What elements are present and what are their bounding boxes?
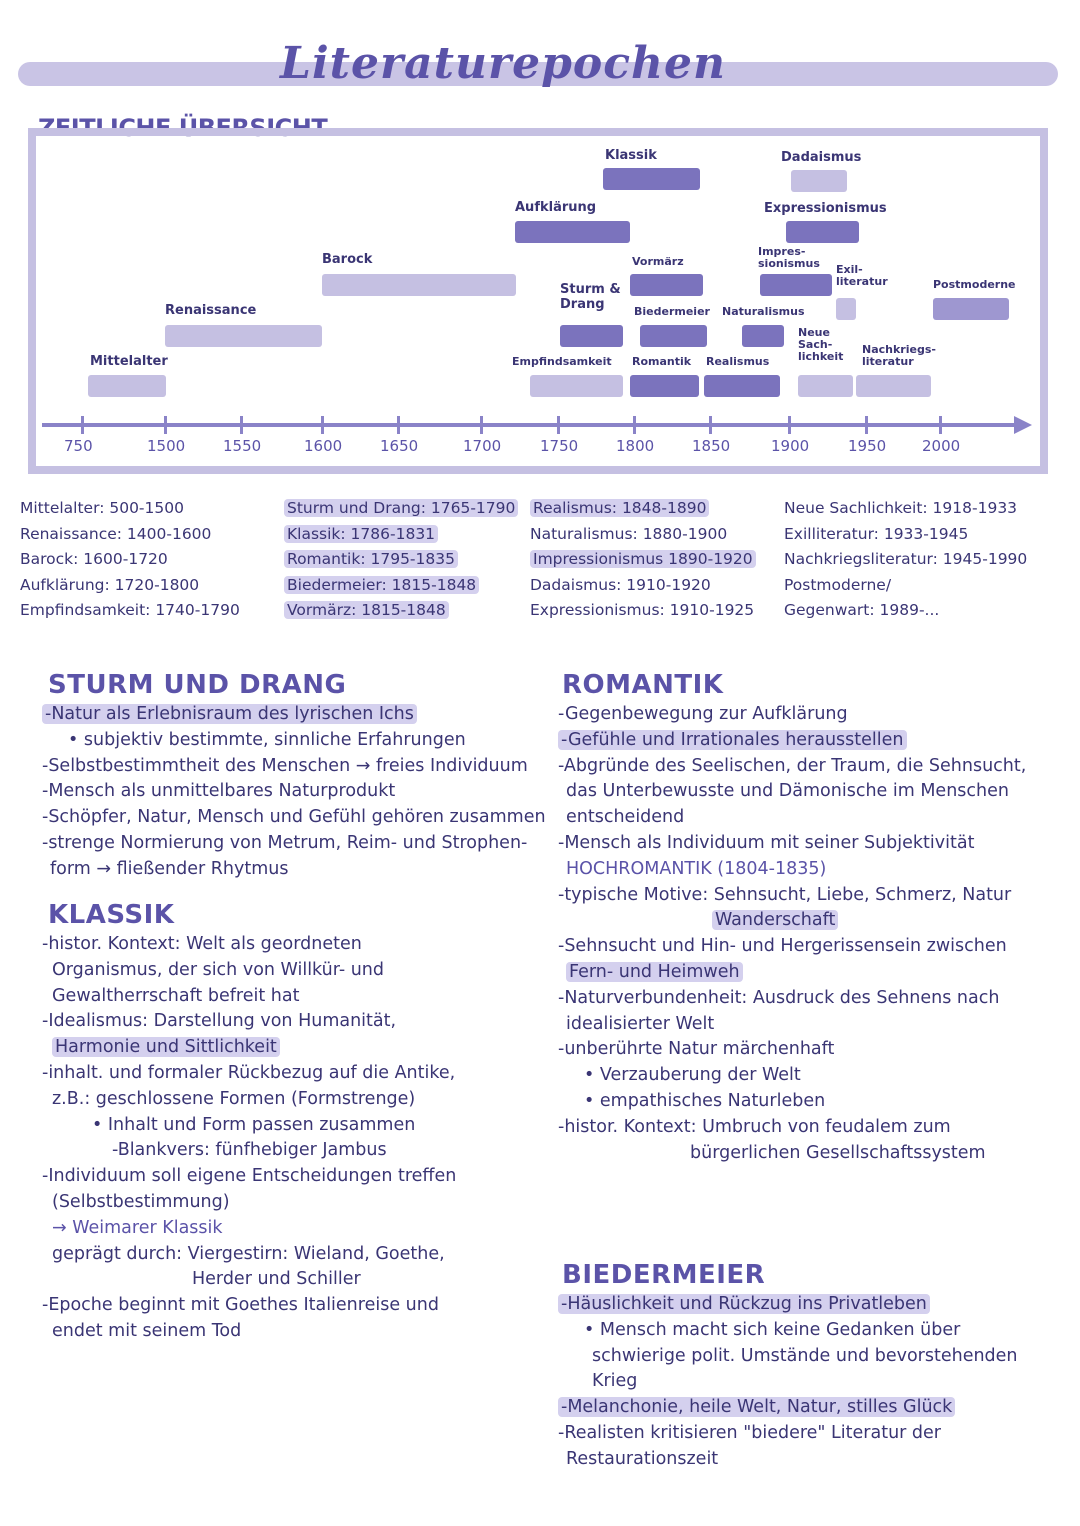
tick-label: 1700 <box>463 437 502 455</box>
epoch-bar-impres-sionismus <box>760 274 832 296</box>
text-line: form → fließender Rhytmus <box>50 858 289 879</box>
tick-label: 1650 <box>380 437 419 455</box>
tick-label: 2000 <box>922 437 961 455</box>
tick-label: 1850 <box>692 437 731 455</box>
epoch-label-impres-sionismus: Impres- sionismus <box>758 245 820 270</box>
date-item: Empfindsamkeit: 1740-1790 <box>20 601 240 620</box>
tick-label: 1800 <box>616 437 655 455</box>
text-line: -unberührte Natur märchenhaft <box>558 1039 835 1060</box>
epoch-bar-naturalismus <box>742 325 784 347</box>
text-line: -Individuum soll eigene Entscheidungen treffen <box>42 1166 457 1187</box>
text-line: endet mit seinem Tod <box>52 1320 242 1341</box>
epoch-label-exil-literatur: Exil- literatur <box>836 263 888 288</box>
tick-label: 1500 <box>147 437 186 455</box>
date-item: Impressionismus 1890-1920 <box>530 550 756 568</box>
dates-col-4 <box>784 496 1027 624</box>
date-item: Renaissance: 1400-1600 <box>20 524 212 543</box>
text-line: Gewaltherrschaft befreit hat <box>52 985 300 1006</box>
text-line: -Melanchonie, heile Welt, Natur, stilles Glück <box>558 1397 955 1417</box>
epoch-label-empfindsamkeit: Empfindsamkeit <box>512 355 612 368</box>
text-line: -Realisten kritisieren "biedere" Literatur der <box>558 1422 941 1443</box>
date-item: Gegenwart: 1989-... <box>784 601 940 620</box>
epoch-bar-klassik <box>603 168 700 190</box>
text-line: Fern- und Heimweh <box>566 962 743 982</box>
epoch-label-romantik: Romantik <box>632 355 692 368</box>
axis-tick <box>240 416 243 434</box>
axis-tick <box>164 416 167 434</box>
text-line: -Selbstbestimmtheit des Menschen → freies Individuum <box>42 755 528 776</box>
text-line: bürgerlichen Gesellschaftssystem <box>690 1142 986 1163</box>
axis-tick <box>633 416 636 434</box>
text-line: -Häuslichkeit und Rückzug ins Privatleben <box>558 1294 930 1314</box>
biedermeier-section <box>562 1258 765 1292</box>
axis-tick <box>557 416 560 434</box>
romantik-section <box>562 668 723 702</box>
epoch-bar-expressionismus <box>786 221 859 243</box>
text-line: das Unterbewusste und Dämonische im Menschen <box>566 781 1009 802</box>
text-line: → Weimarer Klassik <box>52 1217 223 1238</box>
text-line: idealisierter Welt <box>566 1013 715 1034</box>
axis-tick <box>939 416 942 434</box>
text-line: Wanderschaft <box>712 910 838 930</box>
section-heading: ROMANTIK <box>562 670 724 700</box>
epoch-label-barock: Barock <box>322 252 373 267</box>
epoch-label-sturm-drang: Sturm & Drang <box>560 282 621 312</box>
section-heading: BIEDERMEIER <box>562 1260 766 1290</box>
text-line: -Gefühle und Irrationales herausstellen <box>558 730 907 750</box>
text-line: -inhalt. und formaler Rückbezug auf die Antike, <box>42 1062 456 1083</box>
section-heading: STURM UND DRANG <box>48 670 347 700</box>
date-item: Vormärz: 1815-1848 <box>284 601 449 619</box>
epoch-bar-exil-literatur <box>836 298 856 320</box>
tick-label: 750 <box>64 437 93 455</box>
dates-col-1 <box>20 496 240 624</box>
text-line: -Schöpfer, Natur, Mensch und Gefühl gehören zusammen <box>42 807 546 828</box>
text-line: -Sehnsucht und Hin- und Hergerissensein zwischen <box>558 936 1007 957</box>
text-line: • empathisches Naturleben <box>584 1090 826 1111</box>
axis-tick <box>865 416 868 434</box>
date-item: Dadaismus: 1910-1920 <box>530 575 711 594</box>
epoch-label-postmoderne: Postmoderne <box>933 278 1016 291</box>
text-line: -Mensch als Individuum mit seiner Subjektivität <box>558 832 975 853</box>
date-item: Expressionismus: 1910-1925 <box>530 601 755 620</box>
epoch-label-biedermeier: Biedermeier <box>634 305 710 318</box>
text-line: -Gegenbewegung zur Aufklärung <box>558 704 848 724</box>
date-item: Biedermeier: 1815-1848 <box>284 576 479 594</box>
text-line: -typische Motive: Sehnsucht, Liebe, Schmerz, Natur <box>558 884 1012 905</box>
sturm-body <box>42 702 546 883</box>
text-line: HOCHROMANTIK (1804-1835) <box>566 858 827 879</box>
date-item: Realismus: 1848-1890 <box>530 499 709 517</box>
epoch-bar-renaissance <box>165 325 322 347</box>
klassik-body <box>42 932 456 1345</box>
text-line: • subjektiv bestimmte, sinnliche Erfahrungen <box>68 729 466 750</box>
text-line: • Verzauberung der Welt <box>584 1065 801 1086</box>
tick-label: 1950 <box>848 437 887 455</box>
timeline-axis <box>42 423 1017 427</box>
text-line: -Blankvers: fünfhebiger Jambus <box>112 1140 387 1161</box>
epoch-label-mittelalter: Mittelalter <box>90 354 168 369</box>
epoch-label-naturalismus: Naturalismus <box>722 305 805 318</box>
tick-label: 1600 <box>304 437 343 455</box>
epoch-bar-sturm-drang <box>560 325 623 347</box>
date-item: Postmoderne/ <box>784 575 892 594</box>
text-line: -Idealismus: Darstellung von Humanität, <box>42 1011 397 1032</box>
text-line: -Abgründe des Seelischen, der Traum, die Sehnsucht, <box>558 755 1027 776</box>
text-line: geprägt durch: Viergestirn: Wieland, Goethe, <box>52 1243 445 1264</box>
axis-tick <box>81 416 84 434</box>
text-line: -histor. Kontext: Welt als geordneten <box>42 934 362 954</box>
axis-tick <box>397 416 400 434</box>
text-line: -histor. Kontext: Umbruch von feudalem zum <box>558 1116 951 1137</box>
section-subtitle: ZEITLICHE ÜBERSICHT <box>38 114 328 142</box>
text-line: schwierige polit. Umstände und bevorstehenden <box>592 1345 1018 1366</box>
epoch-label-renaissance: Renaissance <box>165 303 257 318</box>
text-line: -strenge Normierung von Metrum, Reim- und Strophen- <box>42 832 528 853</box>
text-line: Krieg <box>592 1371 638 1392</box>
tick-label: 1900 <box>771 437 810 455</box>
axis-arrow-icon <box>1014 416 1032 434</box>
epoch-bar-postmoderne <box>933 298 1009 320</box>
epoch-label-expressionismus: Expressionismus <box>764 201 887 216</box>
epoch-bar-nachkriegs-literatur <box>856 375 931 397</box>
text-line: (Selbstbestimmung) <box>52 1191 230 1212</box>
text-line: -Natur als Erlebnisraum des lyrischen Ichs <box>42 704 417 724</box>
epoch-label-nachkriegs-literatur: Nachkriegs- literatur <box>862 343 936 368</box>
epoch-label-vormärz: Vormärz <box>632 255 684 268</box>
date-item: Aufklärung: 1720-1800 <box>20 575 200 594</box>
dates-col-3 <box>530 496 756 624</box>
tick-label: 1750 <box>540 437 579 455</box>
klassik-section <box>48 898 174 932</box>
epoch-bar-biedermeier <box>640 325 707 347</box>
biedermeier-body <box>558 1292 1018 1473</box>
epoch-label-dadaismus: Dadaismus <box>781 150 862 165</box>
dates-col-2 <box>284 496 518 624</box>
axis-tick <box>709 416 712 434</box>
text-line: • Mensch macht sich keine Gedanken über <box>584 1319 961 1340</box>
section-heading: KLASSIK <box>48 900 175 930</box>
epoch-bar-neue-sach-lichkeit <box>798 375 853 397</box>
epoch-bar-vormärz <box>630 274 703 296</box>
text-line: entscheidend <box>566 807 685 828</box>
date-item: Romantik: 1795-1835 <box>284 550 458 568</box>
date-item: Mittelalter: 500-1500 <box>20 499 184 517</box>
epoch-label-realismus: Realismus <box>706 355 770 368</box>
epoch-label-aufklärung: Aufklärung <box>515 200 597 215</box>
page-title: Literaturepochen <box>280 38 727 89</box>
sturm-section <box>48 668 346 702</box>
date-item: Nachkriegsliteratur: 1945-1990 <box>784 550 1028 569</box>
axis-tick <box>321 416 324 434</box>
text-line: • Inhalt und Form passen zusammen <box>92 1114 416 1135</box>
text-line: Herder und Schiller <box>192 1269 361 1290</box>
date-item: Klassik: 1786-1831 <box>284 525 438 543</box>
epoch-bar-barock <box>322 274 516 296</box>
text-line: Restaurationszeit <box>566 1448 719 1469</box>
epoch-bar-romantik <box>630 375 699 397</box>
romantik-body <box>558 702 1026 1166</box>
epoch-bar-mittelalter <box>88 375 166 397</box>
epoch-bar-empfindsamkeit <box>530 375 623 397</box>
date-item: Neue Sachlichkeit: 1918-1933 <box>784 499 1018 517</box>
text-line: -Naturverbundenheit: Ausdruck des Sehnens nach <box>558 987 1000 1008</box>
text-line: -Epoche beginnt mit Goethes Italienreise und <box>42 1295 439 1316</box>
date-item: Exilliteratur: 1933-1945 <box>784 524 969 543</box>
text-line: -Mensch als unmittelbares Naturprodukt <box>42 781 396 802</box>
epoch-bar-realismus <box>704 375 780 397</box>
text-line: z.B.: geschlossene Formen (Formstrenge) <box>52 1088 416 1109</box>
epoch-bar-aufklärung <box>515 221 630 243</box>
tick-label: 1550 <box>223 437 262 455</box>
epoch-bar-dadaismus <box>791 170 847 192</box>
axis-tick <box>480 416 483 434</box>
date-item: Sturm und Drang: 1765-1790 <box>284 499 518 517</box>
date-item: Barock: 1600-1720 <box>20 550 168 569</box>
epoch-label-neue-sach-lichkeit: Neue Sach- lichkeit <box>798 326 844 363</box>
date-item: Naturalismus: 1880-1900 <box>530 524 728 543</box>
axis-tick <box>788 416 791 434</box>
epoch-label-klassik: Klassik <box>605 148 657 163</box>
text-line: Harmonie und Sittlichkeit <box>52 1037 280 1057</box>
text-line: Organismus, der sich von Willkür- und <box>52 959 384 980</box>
